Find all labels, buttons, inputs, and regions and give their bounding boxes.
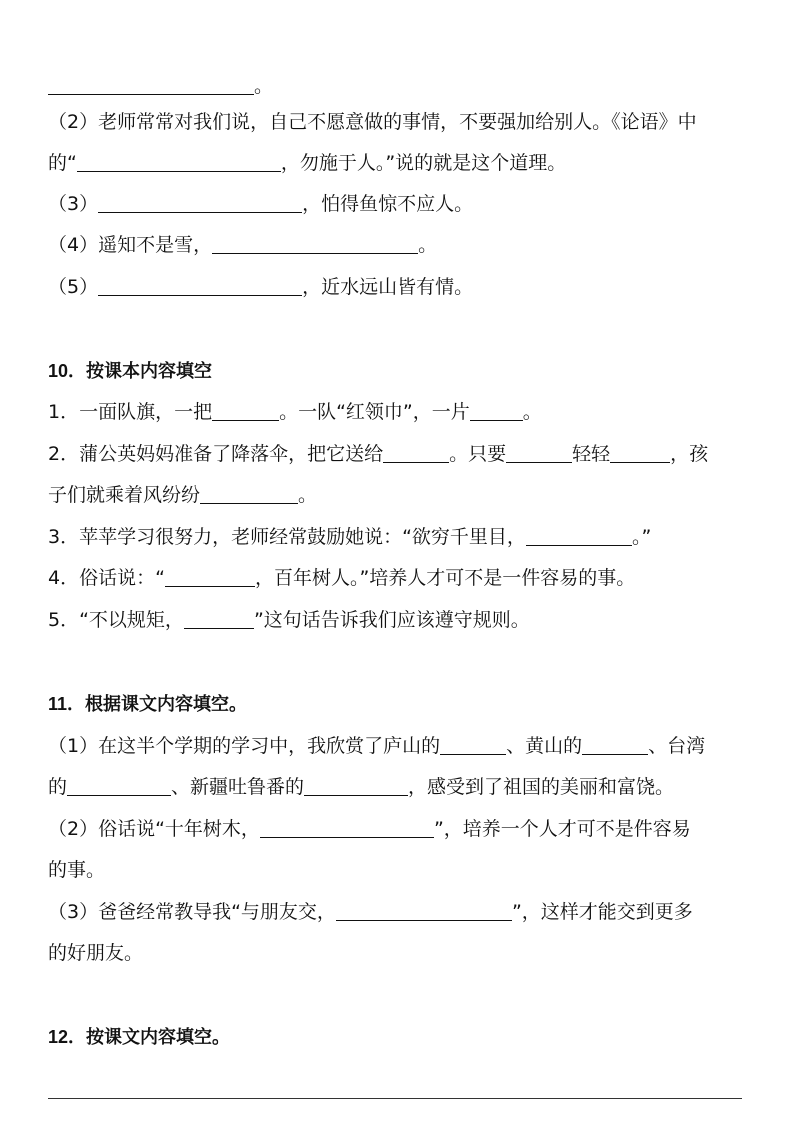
q9-item-2-line-2: 的“ ，勿施于人。”说的就是这个道理。 — [48, 152, 567, 174]
q11-item-1-line-1: （1）在这半个学期的学习中，我欣赏了庐山的 、黄山的 、台湾 — [48, 735, 706, 757]
q12-heading: 12．按课文内容填空。 — [48, 1027, 231, 1048]
answer-blank[interactable] — [77, 151, 281, 172]
answer-blank[interactable] — [440, 734, 506, 755]
q9-item-4: （4）遥知不是雪， 。 — [48, 234, 438, 256]
q10-item-2-line-1: 2．蒲公英妈妈准备了降落伞，把它送给 。只要 轻轻 ，孩 — [48, 443, 709, 465]
answer-blank[interactable] — [212, 400, 279, 421]
q9-item-2-line-1: （2）老师常常对我们说，自己不愿意做的事情，不要强加给别人。《论语》中 — [48, 111, 697, 133]
q9-item-3: （3） ，怕得鱼惊不应人。 — [48, 193, 474, 215]
answer-blank[interactable] — [165, 566, 255, 587]
q10-item-5: 5．“不以规矩， ”这句话告诉我们应该遵守规则。 — [48, 609, 530, 631]
answer-blank[interactable] — [200, 483, 298, 504]
answer-blank[interactable] — [336, 900, 512, 921]
q10-heading: 10．按课本内容填空 — [48, 361, 213, 382]
q11-item-3-line-2: 的好朋友。 — [48, 942, 144, 964]
answer-blank[interactable] — [67, 775, 171, 796]
answer-blank[interactable] — [48, 74, 254, 95]
answer-blank[interactable] — [383, 442, 449, 463]
answer-blank[interactable] — [212, 233, 418, 254]
q10-item-4: 4．俗话说：“ ，百年树人。”培养人才可不是一件容易的事。 — [48, 567, 636, 589]
q11-item-2-line-1: （2）俗话说“十年树木， ”，培养一个人才可不是件容易 — [48, 818, 691, 840]
answer-blank[interactable] — [260, 817, 434, 838]
q9-item-5: （5） ，近水远山皆有情。 — [48, 276, 474, 298]
answer-blank[interactable] — [98, 275, 302, 296]
answer-blank[interactable] — [610, 442, 670, 463]
answer-blank[interactable] — [98, 192, 302, 213]
q11-item-3-line-1: （3）爸爸经常教导我“与朋友交， ”，这样才能交到更多 — [48, 901, 693, 923]
footer-divider — [48, 1098, 742, 1099]
q11-item-2-line-2: 的事。 — [48, 859, 106, 881]
answer-blank[interactable] — [304, 775, 408, 796]
answer-blank[interactable] — [526, 525, 632, 546]
q11-item-1-line-2: 的 、新疆吐鲁番的 ，感受到了祖国的美丽和富饶。 — [48, 776, 675, 798]
q9-line-end: 。 — [48, 71, 748, 101]
q11-heading: 11．根据课文内容填空。 — [48, 694, 248, 715]
answer-blank[interactable] — [470, 400, 523, 421]
answer-blank[interactable] — [582, 734, 648, 755]
q10-item-2-line-2: 子们就乘着风纷纷 。 — [48, 484, 318, 506]
answer-blank[interactable] — [506, 442, 572, 463]
q10-item-3: 3．苹苹学习很努力，老师经常鼓励她说：“欲穷千里目， 。” — [48, 526, 652, 548]
q10-item-1: 1．一面队旗，一把 。一队“红领巾”，一片 。 — [48, 401, 542, 423]
answer-blank[interactable] — [184, 608, 254, 629]
